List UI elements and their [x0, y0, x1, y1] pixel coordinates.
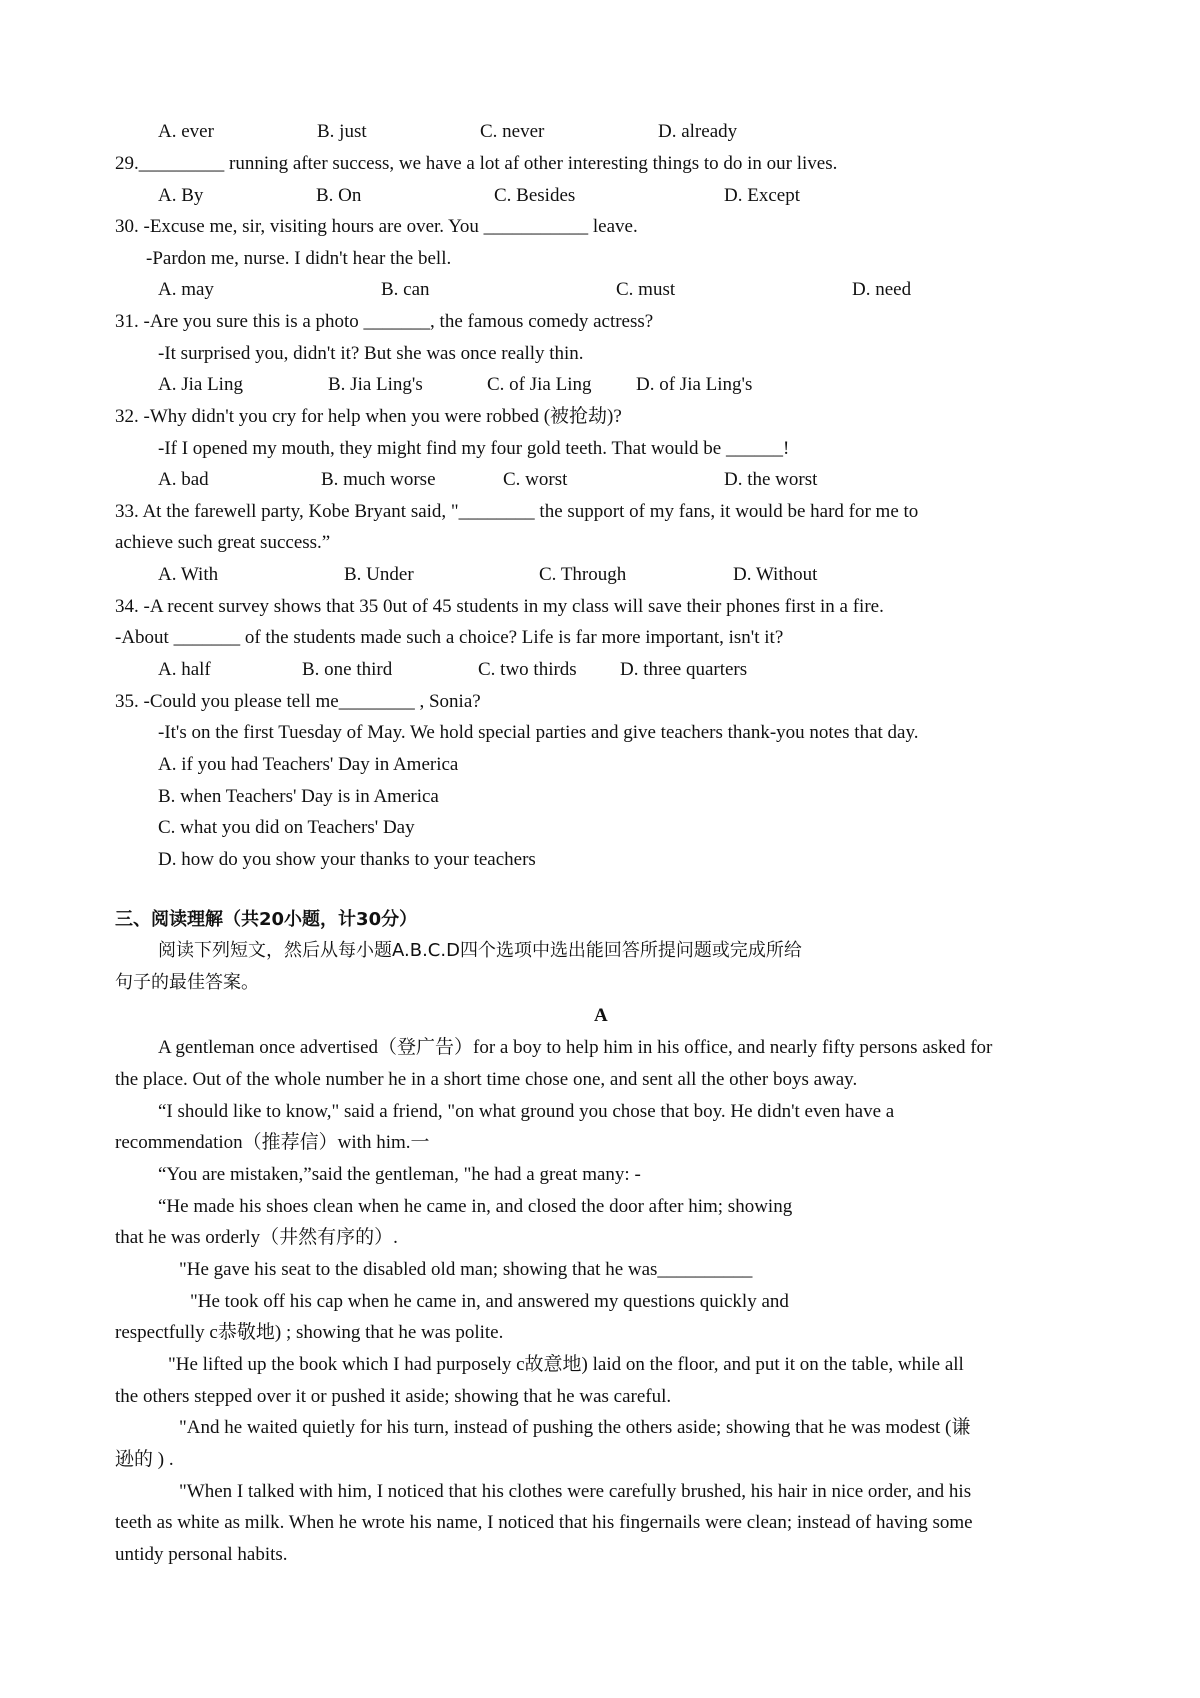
- section-heading: 三、阅读理解（共20小题，计30分）: [115, 909, 418, 930]
- q31-stem: 31. -Are you sure this is a photo _______, the famous comedy actress?: [115, 311, 654, 332]
- q30-reply: -Pardon me, nurse. I didn't hear the bell.: [146, 248, 452, 269]
- q32-stem: 32. -Why didn't you cry for help when you were robbed (被抢劫)?: [115, 406, 622, 427]
- q33-option-c: C. Through: [539, 564, 627, 585]
- passage-line: "He lifted up the book which I had purposely c故意地) laid on the floor, and put it on the table, while all: [168, 1354, 964, 1375]
- q31-option-d: D. of Jia Ling's: [636, 374, 753, 395]
- q29-option-d: D. Except: [724, 185, 800, 206]
- q28-option-a: A. ever: [158, 121, 214, 142]
- q34-option-b: B. one third: [302, 659, 393, 680]
- q35-option-a: A. if you had Teachers' Day in America: [158, 754, 459, 775]
- q32-option-a: A. bad: [158, 469, 209, 490]
- q32-option-b: B. much worse: [321, 469, 436, 490]
- passage-line: untidy personal habits.: [115, 1544, 288, 1565]
- q31-option-c: C. of Jia Ling: [487, 374, 592, 395]
- q29-stem: 29._________ running after success, we have a lot af other interesting things to do in our lives.: [115, 153, 838, 174]
- q32-reply: -If I opened my mouth, they might find my four gold teeth. That would be ______!: [158, 438, 790, 459]
- passage-line: 逊的 ) .: [115, 1449, 174, 1470]
- q30-stem: 30. -Excuse me, sir, visiting hours are over. You ___________ leave.: [115, 216, 638, 237]
- q33-option-a: A. With: [158, 564, 219, 585]
- q31-option-a: A. Jia Ling: [158, 374, 243, 395]
- passage-line: “He made his shoes clean when he came in, and closed the door after him; showing: [158, 1196, 793, 1217]
- passage-line: teeth as white as milk. When he wrote his name, I noticed that his fingernails were clean; instead of having some: [115, 1512, 973, 1533]
- passage-line: "And he waited quietly for his turn, instead of pushing the others aside; showing that he was modest (谦: [179, 1417, 971, 1438]
- q32-option-c: C. worst: [503, 469, 568, 490]
- passage-line: "He gave his seat to the disabled old man; showing that he was__________: [179, 1259, 753, 1280]
- passage-line: "When I talked with him, I noticed that his clothes were carefully brushed, his hair in nice order, and his: [179, 1481, 972, 1502]
- q30-option-b: B. can: [381, 279, 430, 300]
- q35-reply: -It's on the first Tuesday of May. We hold special parties and give teachers thank-you notes that day.: [158, 722, 919, 743]
- passage-line: A gentleman once advertised（登广告）for a boy to help him in his office, and nearly fifty persons asked for: [158, 1037, 993, 1058]
- q28-option-b: B. just: [317, 121, 367, 142]
- q35-option-c: C. what you did on Teachers' Day: [158, 817, 415, 838]
- q34-option-d: D. three quarters: [620, 659, 748, 680]
- passage-line: recommendation（推荐信）with him.一: [115, 1132, 430, 1153]
- q29-option-b: B. On: [316, 185, 362, 206]
- passage-line: “I should like to know," said a friend, "on what ground you chose that boy. He didn't even have a: [158, 1101, 895, 1122]
- passage-line: the place. Out of the whole number he in a short time chose one, and sent all the other boys away.: [115, 1069, 858, 1090]
- passage-line: the others stepped over it or pushed it aside; showing that he was careful.: [115, 1386, 672, 1407]
- q33-option-b: B. Under: [344, 564, 414, 585]
- q31-option-b: B. Jia Ling's: [328, 374, 423, 395]
- q30-option-d: D. need: [852, 279, 912, 300]
- q35-option-b: B. when Teachers' Day is in America: [158, 786, 439, 807]
- passage-line: respectfully c恭敬地) ; showing that he was polite.: [115, 1322, 504, 1343]
- section-instructions-continued: 句子的最佳答案。: [115, 972, 259, 993]
- section-instructions: 阅读下列短文，然后从每小题A.B.C.D四个选项中选出能回答所提问题或完成所给: [158, 940, 802, 961]
- q30-option-a: A. may: [158, 279, 214, 300]
- q33-option-d: D. Without: [733, 564, 818, 585]
- q29-option-a: A. By: [158, 185, 204, 206]
- q32-option-d: D. the worst: [724, 469, 818, 490]
- q29-option-c: C. Besides: [494, 185, 576, 206]
- q28-option-c: C. never: [480, 121, 545, 142]
- q34-stem: 34. -A recent survey shows that 35 0ut of 45 students in my class will save their phones first in a fire.: [115, 596, 884, 617]
- passage-line: “You are mistaken,”said the gentleman, "he had a great many: -: [158, 1164, 641, 1185]
- q31-reply: -It surprised you, didn't it? But she was once really thin.: [158, 343, 584, 364]
- q33-stem: 33. At the farewell party, Kobe Bryant said, "________ the support of my fans, it would be hard for me to: [115, 501, 919, 522]
- q34-option-a: A. half: [158, 659, 211, 680]
- q33-stem-continued: achieve such great success.”: [115, 532, 331, 553]
- passage-line: "He took off his cap when he came in, and answered my questions quickly and: [190, 1291, 789, 1312]
- passage-line: that he was orderly（井然有序的）.: [115, 1227, 398, 1248]
- q34-reply: -About _______ of the students made such a choice? Life is far more important, isn't it?: [115, 627, 784, 648]
- q30-option-c: C. must: [616, 279, 676, 300]
- q35-stem: 35. -Could you please tell me________ , Sonia?: [115, 691, 481, 712]
- q35-option-d: D. how do you show your thanks to your teachers: [158, 849, 536, 870]
- q34-option-c: C. two thirds: [478, 659, 577, 680]
- passage-label: A: [594, 1005, 608, 1026]
- q28-option-d: D. already: [658, 121, 738, 142]
